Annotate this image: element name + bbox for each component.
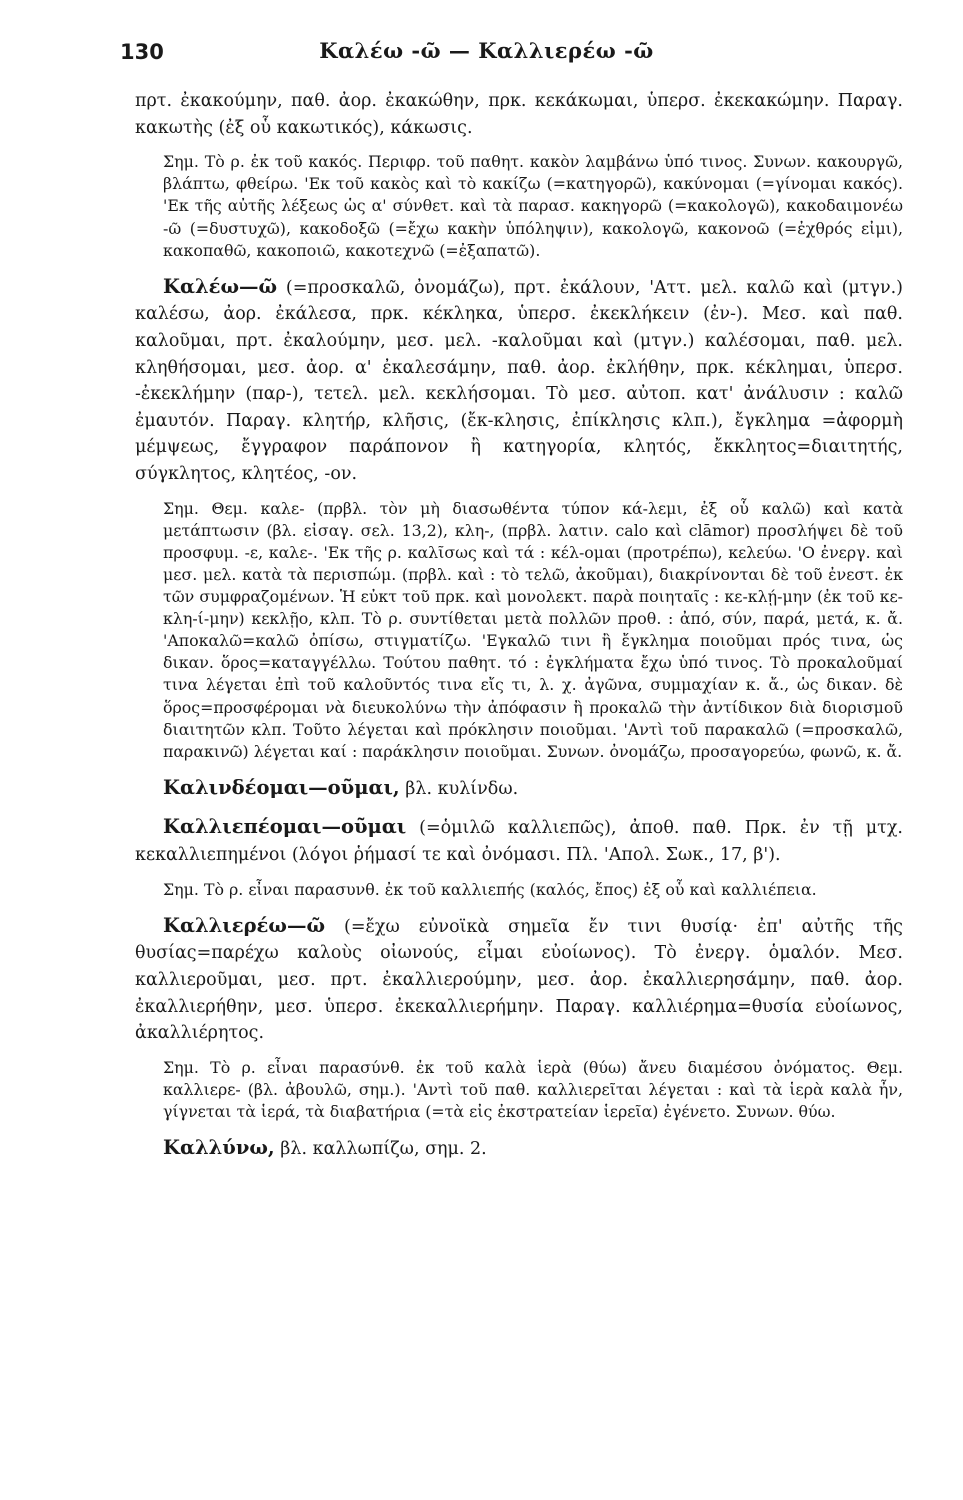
entry-kaleo (135, 272, 903, 488)
note-text: Σημ. Τὸ ρ. εἶναι παρασύνθ. ἐκ τοῦ καλὰ ἱερὰ (θύω) ἄνευ διαμέσου ὀνόματος. Θεμ. καλλιερε- (βλ. ἀβουλῶ, σημ.). 'Αντὶ τοῦ παθ. καλλιερεῖται λέγεται : καὶ τὰ ἱερὰ καλὰ ἦν, γίγνεται τὰ ἱερά, τὰ διαβατήρια (=τὰ εἰς ἐκστρατείαν ἱερεῖα) ἐγένετο. Συνων. θύω. (163, 1057, 903, 1121)
headword: Καλλιεπέομαι—οῦμαι (163, 815, 407, 839)
page-body (135, 88, 903, 1163)
entry-kallyno (135, 1133, 903, 1163)
running-head: Καλέω -ῶ — Καλλιερέω -ῶ (319, 38, 654, 63)
note-paragraph (163, 498, 903, 763)
note-text: Σημ. Τὸ ρ. ἐκ τοῦ κακός. Περιφρ. τοῦ παθητ. κακὸν λαμβάνω ὑπό τινος. Συνων. κακουργῶ, βλάπτω, φθείρω. 'Εκ τοῦ κακὸς καὶ τὸ κακίζω (=κατηγορῶ), κακύνομαι (=γίνομαι κακός). 'Εκ τῆς αὐτῆς λέξεως ὡς α' σύνθετ. καὶ τὰ παρασ. κακηγορῶ (=κακολογῶ), κακοδαιμονέω -ῶ (=δυστυχῶ), κακοδοξῶ (=ἔχω κακὴν ὑπόληψιν), κακολογῶ, κακονοῶ (=ἐχθρός εἰμι), κακοπαθῶ, κακοποιῶ, κακοτεχνῶ (=ἐξαπατῶ). (163, 152, 903, 260)
headword: Καλλιερέω—ῶ (163, 913, 326, 937)
entry-text: (=ἔχω εὐνοϊκὰ σημεῖα ἔν τινι θυσίᾳ· ἐπ' αὐτῆς τῆς θυσίας=παρέχω καλοὺς οἰωνούς, εἶμαι εὐοίωνος). Τὸ ἐνεργ. ὁμαλόν. Μεσ. καλλιεροῦμαι, μεσ. πρτ. ἐκαλλιερούμην, μεσ. ἀορ. ἐκαλλιερησάμην, παθ. ἀορ. ἐκαλλιερήθην, μεσ. ὑπερσ. ἐκεκαλλιερήμην. Παραγ. καλλιέρημα=θυσία εὐοίωνος, ἀκαλλιέρητος. (135, 916, 903, 1044)
entry-kalliepeomai (135, 812, 903, 868)
entry-continuation (135, 88, 903, 141)
entry-text: (=ὁμιλῶ καλλιεπῶς), ἀποθ. παθ. Πρκ. ἐν τῇ μτχ. κεκαλλιεπημένοι (λόγοι ῥήμασί τε καὶ ὀνόμασι. Πλ. 'Απολ. Σωκ., 17, β'). (135, 818, 903, 866)
entry-kalliereo (135, 911, 903, 1047)
page-header (120, 36, 853, 76)
entry-text: πρτ. ἐκακούμην, παθ. ἀορ. ἐκακώθην, πρκ. κεκάκωμαι, ὑπερσ. ἐκεκακώμην. Παραγ. κακωτὴς (ἐξ οὗ κακωτικός), κάκωσις. (135, 91, 903, 138)
note-text: Σημ. Θεμ. καλε- (πρβλ. τὸν μὴ διασωθέντα τύπον κά-λεμι, ἐξ οὗ καλῶ) καὶ κατὰ μετάπτωσιν (βλ. εἰσαγ. σελ. 13,2), κλη-, (πρβλ. λατιν. calo καὶ clāmor) προσλήψει δὲ τοῦ προσφυμ. -ε, καλε-. 'Εκ τῆς ρ. καλῖσως καὶ τά : κέλ-ομαι (προτρέπω), κελεύω. 'Ο ἐνεργ. καὶ μεσ. μελ. κατὰ τὰ περισπώμ. (πρβλ. καὶ : τὸ τελῶ, ἀκοῦμαι), διακρίνονται δὲ τοῦ ἐνεστ. ἐκ τῶν συμφραζομένων. Ἡ εὐκτ τοῦ πρκ. καὶ μονολεκτ. παρὰ ποιηταῖς : κε-κλῄ-μην (ἐκ τοῦ κε-κλη-ί-μην) κεκλῇο, κλπ. Τὸ ρ. συντίθεται μετὰ πολλῶν προθ. : ἀπό, σύν, παρά, μετά, κ. ἄ. 'Αποκαλῶ=καλῶ ὀπίσω, στιγματίζω. 'Εγκαλῶ τινι ἢ ἔγκλημα ποιοῦμαι πρός τινα, ὡς δικαν. ὅρος=καταγγέλλω. Τούτου παθητ. τό : ἐγκλήματα ἔχω ὑπό τινος. Τὸ προκαλοῦμαί τινα λέγεται ἐπὶ τοῦ καλοῦντός τινα εἴς τι, λ. χ. ἀγῶνα, συμμαχίαν κ. ἄ., ὡς δικαν. δὲ ὅρος=προσφέρομαι νὰ διευκολύνω τὴν ἀπόφασιν ἢ προκαλῶ τὴν ἀντίδικον διὰ διορισμοῦ διαιτητῶν κλπ. Τοῦτο λέγεται καὶ πρόκλησιν ποιοῦμαι. 'Αντὶ τοῦ παρακαλῶ (=προσκαλῶ, παρακινῶ) λέγεται καί : παράκλησιν ποιοῦμαι. Συνων. ὀνομάζω, προσαγορεύω, φωνῶ, κ. ἄ. (163, 498, 903, 761)
headword: Καλέω—ῶ (163, 274, 278, 298)
note-paragraph (163, 879, 903, 901)
headword: Καλλύνω, (163, 1136, 275, 1160)
entry-kalindeomai (135, 773, 903, 803)
entry-text: βλ. καλλωπίζω, σημ. 2. (280, 1139, 487, 1160)
entry-text: βλ. κυλίνδω. (405, 778, 519, 799)
page-number: 130 (120, 40, 164, 64)
entry-text: (=προσκαλῶ, ὀνομάζω), πρτ. ἐκάλουν, 'Αττ. μελ. καλῶ καὶ (μτγν.) καλέσω, ἀορ. ἐκάλεσα, πρκ. κέκληκα, ὑπερσ. ἐκεκλήκειν (ἐν-). Μεσ. καὶ παθ. καλοῦμαι, πρτ. ἐκαλούμην, μεσ. μελ. -καλοῦμαι καὶ (μτγν.) καλέσομαι, παθ. μελ. κληθήσομαι, μεσ. ἀορ. α' ἐκαλεσάμην, παθ. ἀορ. ἐκλήθην, πρκ. κέκλημαι, ὑπερσ. -ἐκεκλήμην (παρ-), τετελ. μελ. κεκλήσομαι. Τὸ μεσ. αὐτοπ. κατ' ἀνάλυσιν : καλῶ ἐμαυτόν. Παραγ. κλητήρ, κλῆσις, (ἔκ-κλησις, ἐπίκλησις κλπ.), ἔγκλημα =ἀφορμὴ μέμψεως, ἔγγραφον παράπονον ἢ κατηγορία, κλητός, ἔκκλητος=διαιτητής, σύγκλητος, κλητέος, -ον. (135, 277, 903, 484)
note-paragraph (163, 1057, 903, 1123)
headword: Καλινδέομαι—οῦμαι, (163, 775, 400, 799)
note-paragraph (163, 151, 903, 262)
note-text: Σημ. Τὸ ρ. εἶναι παρασυνθ. ἐκ τοῦ καλλιεπής (καλός, ἔπος) ἐξ οὗ καὶ καλλιέπεια. (163, 879, 817, 899)
